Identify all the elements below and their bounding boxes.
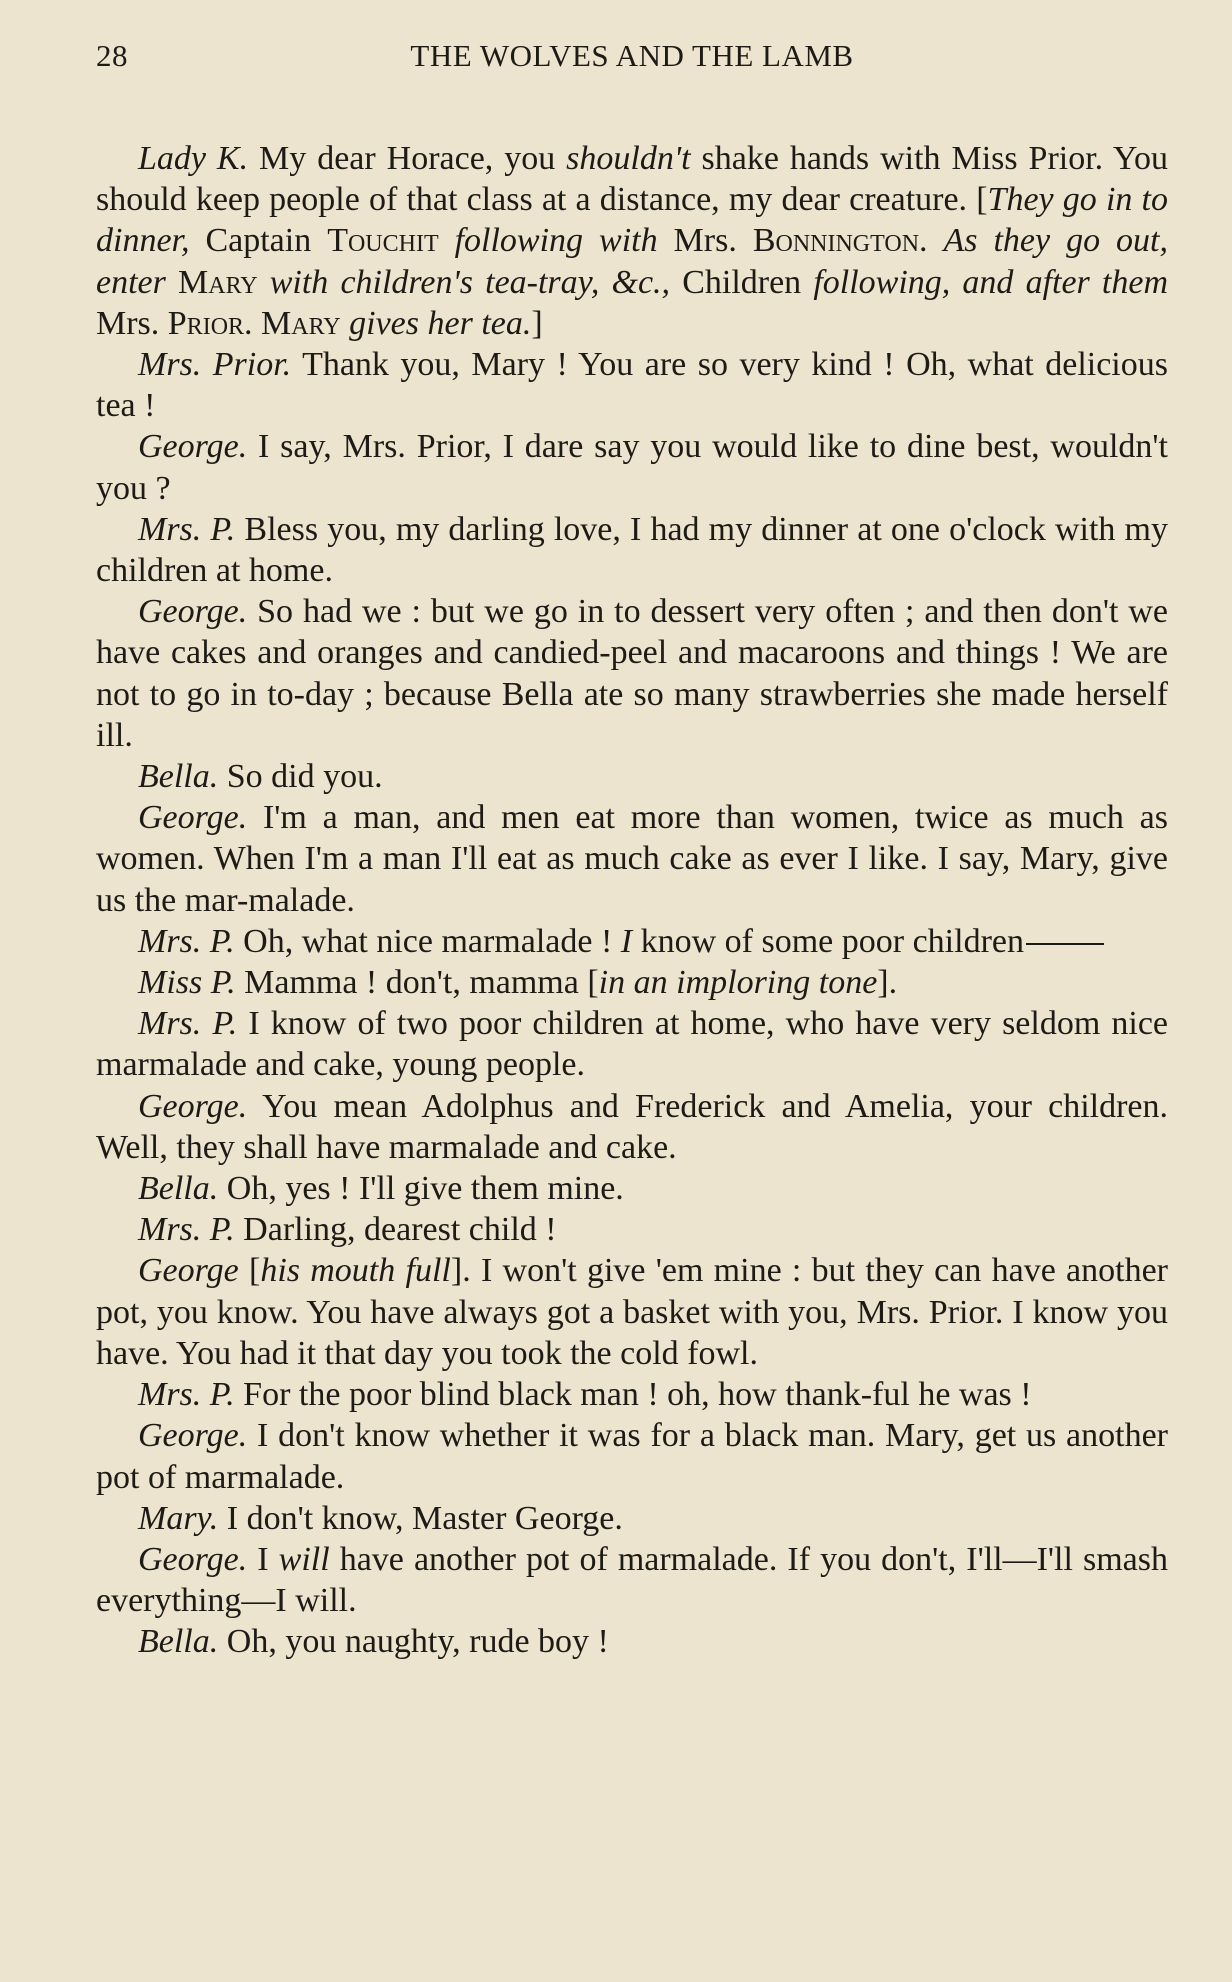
speaker-name: George <box>138 1252 239 1290</box>
dialogue-text: Children <box>670 263 814 301</box>
character-name: Mary <box>261 304 341 342</box>
speaker-name: Mrs. P. <box>138 1211 235 1249</box>
dialogue-text: I say, Mrs. Prior, I dare say you would like to dine best, wouldn't you ? <box>96 428 1168 507</box>
dialogue-paragraph <box>96 797 1168 921</box>
dialogue-text: You mean Adolphus and Frederick and Amelia, your children. Well, they shall have marmalade and cake. <box>96 1087 1168 1166</box>
dialogue-text: Oh, what nice marmalade ! <box>234 922 621 960</box>
stage-direction: following, and after them <box>813 263 1169 301</box>
dialogue-text: [ <box>238 1252 261 1290</box>
dialogue-text <box>166 264 178 301</box>
dialogue-text: ]. I won't give 'em mine : but they can have another pot, you know. You have always got a basket with you, Mrs. Prior. I know you have. You had it that day you took the cold fowl. <box>96 1252 1168 1372</box>
character-name: Prior <box>167 304 245 342</box>
dialogue-text: Darling, dearest child ! <box>234 1211 557 1249</box>
dialogue-paragraph <box>96 344 1168 426</box>
speaker-name: Miss P. <box>138 964 236 1002</box>
emphasis-text: I <box>620 922 633 960</box>
dialogue-text: I <box>247 1540 279 1578</box>
play-text <box>96 138 1168 1663</box>
speaker-name: Mrs. P. <box>138 1005 238 1043</box>
stage-direction: in an imploring tone <box>598 964 878 1002</box>
dialogue-text: know of some poor children <box>632 922 1024 960</box>
dialogue-text: I don't know whether it was for a black man. Mary, get us another pot of marmalade. <box>96 1417 1168 1496</box>
page-header <box>96 32 1168 82</box>
stage-direction: his mouth full <box>260 1252 451 1290</box>
speaker-name: George. <box>138 1087 248 1125</box>
speaker-name: Mrs. Prior. <box>138 346 292 384</box>
dialogue-paragraph <box>96 1539 1168 1621</box>
stage-direction: They go in to dinner, <box>96 181 1169 260</box>
dialogue-paragraph <box>96 1250 1168 1374</box>
dialogue-text: Mrs. <box>96 304 168 342</box>
dialogue-paragraph <box>96 426 1168 508</box>
dialogue-paragraph <box>96 1374 1168 1415</box>
character-name: Touchit <box>327 222 439 260</box>
character-name: Mary <box>178 263 258 301</box>
dialogue-paragraph <box>96 1003 1168 1085</box>
dialogue-paragraph <box>96 962 1168 1003</box>
dialogue-text: Mamma ! don't, mamma [ <box>235 964 599 1002</box>
dialogue-text: Oh, you naughty, rude boy ! <box>218 1623 609 1661</box>
dialogue-paragraph <box>96 509 1168 591</box>
dialogue-text: . <box>919 222 944 260</box>
dialogue-paragraph <box>96 1621 1168 1662</box>
dialogue-text: ]. <box>877 964 898 1002</box>
speaker-name: George. <box>138 1540 248 1578</box>
speaker-name: George. <box>138 799 248 837</box>
dialogue-text: I don't know, Master George. <box>218 1499 623 1537</box>
dialogue-text: Bless you, my darling love, I had my dinner at one o'clock with my children at home. <box>96 510 1168 590</box>
speaker-name: Bella. <box>138 1170 219 1208</box>
stage-direction: As they go out, enter <box>96 222 1168 301</box>
dialogue-paragraph <box>96 1415 1168 1497</box>
stage-direction: gives her tea. <box>340 304 532 342</box>
dialogue-paragraph <box>96 1086 1168 1168</box>
dialogue-text: For the poor blind black man ! oh, how thank-ful he was ! <box>234 1376 1032 1414</box>
dialogue-paragraph <box>96 1209 1168 1250</box>
dialogue-text: . <box>244 304 262 342</box>
dialogue-text: have another pot of marmalade. If you don't, I'll—I'll smash everything—I will. <box>96 1540 1168 1620</box>
stage-direction: with children's tea-tray, &c., <box>257 263 671 301</box>
speaker-name: George. <box>138 1417 248 1455</box>
dialogue-text: ] <box>531 304 543 342</box>
speaker-name: Lady K. <box>138 140 249 177</box>
dialogue-text: I know of two poor children at home, who have very seldom nice marmalade and cake, young people. <box>96 1005 1169 1084</box>
speaker-name: George. <box>138 593 248 631</box>
running-title: THE WOLVES AND THE LAMB <box>410 38 854 73</box>
dialogue-paragraph <box>96 138 1168 344</box>
speaker-name: Mary. <box>138 1499 219 1537</box>
emphasis-text: will <box>278 1540 330 1578</box>
dialogue-text: Thank you, Mary ! You are so very kind ! Oh, what delicious tea ! <box>96 346 1168 425</box>
dialogue-text: So did you. <box>218 758 383 796</box>
speaker-name: Bella. <box>138 1623 219 1661</box>
stage-direction: following with <box>438 222 658 260</box>
speaker-name: George. <box>138 428 248 466</box>
dialogue-text: I'm a man, and men eat more than women, twice as much as women. When I'm a man I'll eat as much cake as ever I like. I say, Mary, give us the mar-malade. <box>96 799 1168 919</box>
dialogue-text: So had we : but we go in to dessert very often ; and then don't we have cakes and oranges and candied-peel and macaroons and things ! We are not to go in to-day ; because Bella ate so many strawberries she made herself ill. <box>96 593 1168 754</box>
dialogue-text: My dear Horace, you <box>248 140 567 177</box>
dialogue-paragraph <box>96 756 1168 797</box>
speaker-name: Bella. <box>138 758 219 796</box>
em-dash-rule <box>1026 943 1104 945</box>
page-number: 28 <box>96 38 128 73</box>
dialogue-paragraph <box>96 591 1168 756</box>
speaker-name: Mrs. P. <box>138 922 235 960</box>
dialogue-paragraph <box>96 921 1168 962</box>
dialogue-paragraph <box>96 1168 1168 1209</box>
dialogue-paragraph <box>96 1498 1168 1539</box>
dialogue-text: Mrs. <box>657 222 753 260</box>
dialogue-text: Captain <box>189 222 328 260</box>
dialogue-text: Oh, yes ! I'll give them mine. <box>218 1170 624 1208</box>
speaker-name: Mrs. P. <box>138 510 236 548</box>
dialogue-text: shake hands with Miss Prior. You should keep people of that class at a distance, my dear creature. [ <box>96 140 1168 219</box>
emphasis-text: shouldn't <box>566 140 691 177</box>
character-name: Bonnington <box>752 222 920 260</box>
speaker-name: Mrs. P. <box>138 1376 235 1414</box>
